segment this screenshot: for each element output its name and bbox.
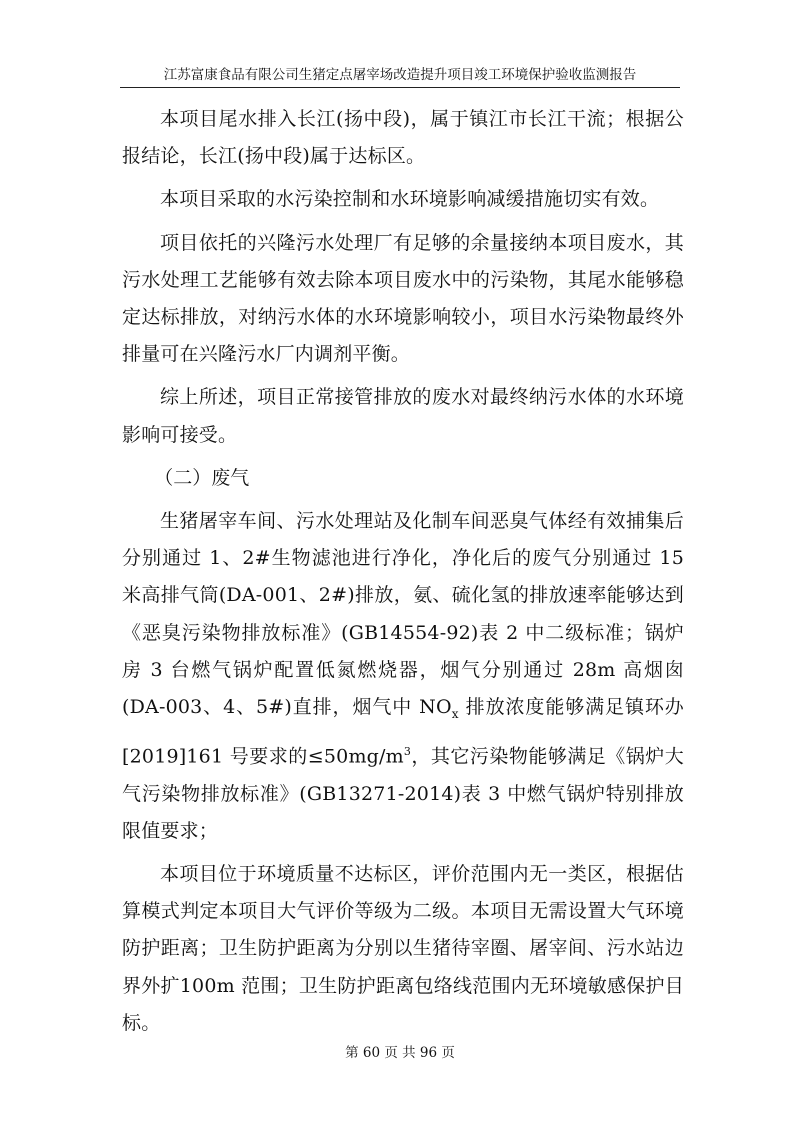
section-heading-waste-gas: （二）废气: [154, 466, 250, 489]
page-number: 第 60 页 共 96 页: [345, 1045, 455, 1061]
paragraph-receiving-water: 本项目尾水排入长江(扬中段)，属于镇江市长江干流；根据公报结论，长江(扬中段)属于达标区。: [122, 108, 684, 168]
paragraph-waste-gas-treatment: [122, 503, 684, 850]
paragraph-water-conclusion: 综上所述，项目正常接管排放的废水对最终纳污水体的水环境影响可接受。: [122, 386, 684, 446]
paragraph-air-assessment: 本项目位于环境质量不达标区，评价范围内无一类区，根据估算模式判定本项目大气评价等级为二级。本项目无需设置大气环境防护距离；卫生防护距离为分别以生猪待宰圈、屠宰间、污水站边界外扩100m 范围；卫生防护距离包络线范围内无环境敏感保护目标。: [122, 862, 684, 1034]
paragraph-measures-effective: 本项目采取的水污染控制和水环境影响减缓措施切实有效。: [160, 188, 660, 211]
waste-gas-text-part-1: 生猪屠宰车间、污水处理站及化制车间恶臭气体经有效捕集后分别通过 1、2#生物滤池进行净化，净化后的废气分别通过 15 米高排气筒(DA-001、2#)排放，氨、硫化氢的排放速率能够达到《恶臭污染物排放标准》(GB14554-92)表 2 中二级标准；锅炉房 3 台燃气锅炉配置低氮燃烧器，烟气分别通过 28m 高烟囱(DA-003、4、5#)直排，烟气中 NO: [122, 510, 684, 719]
nox-subscript: x: [451, 706, 459, 721]
document-body: [122, 101, 684, 1048]
paragraph-wastewater-plant: 项目依托的兴隆污水处理厂有足够的余量接纳本项目废水，其污水处理工艺能够有效去除本项目废水中的污染物，其尾水能够稳定达标排放，对纳污水体的水环境影响较小，项目水污染物最终外排量可在兴隆污水厂内调剂平衡。: [122, 231, 684, 366]
cubic-superscript: 3: [403, 745, 412, 759]
waste-gas-text-part-3: ，其它污染物能够满足《锅炉大气污染物排放标准》(GB13271-2014)表 3 中燃气锅炉特别排放限值要求；: [122, 745, 684, 842]
waste-gas-text-part-2: 排放浓度能够满足镇环办[2019]161 号要求的≤50mg/m: [122, 696, 684, 768]
header-divider: [120, 87, 680, 88]
running-header: 江苏富康食品有限公司生猪定点屠宰场改造提升项目竣工环境保护验收监测报告: [163, 67, 637, 83]
